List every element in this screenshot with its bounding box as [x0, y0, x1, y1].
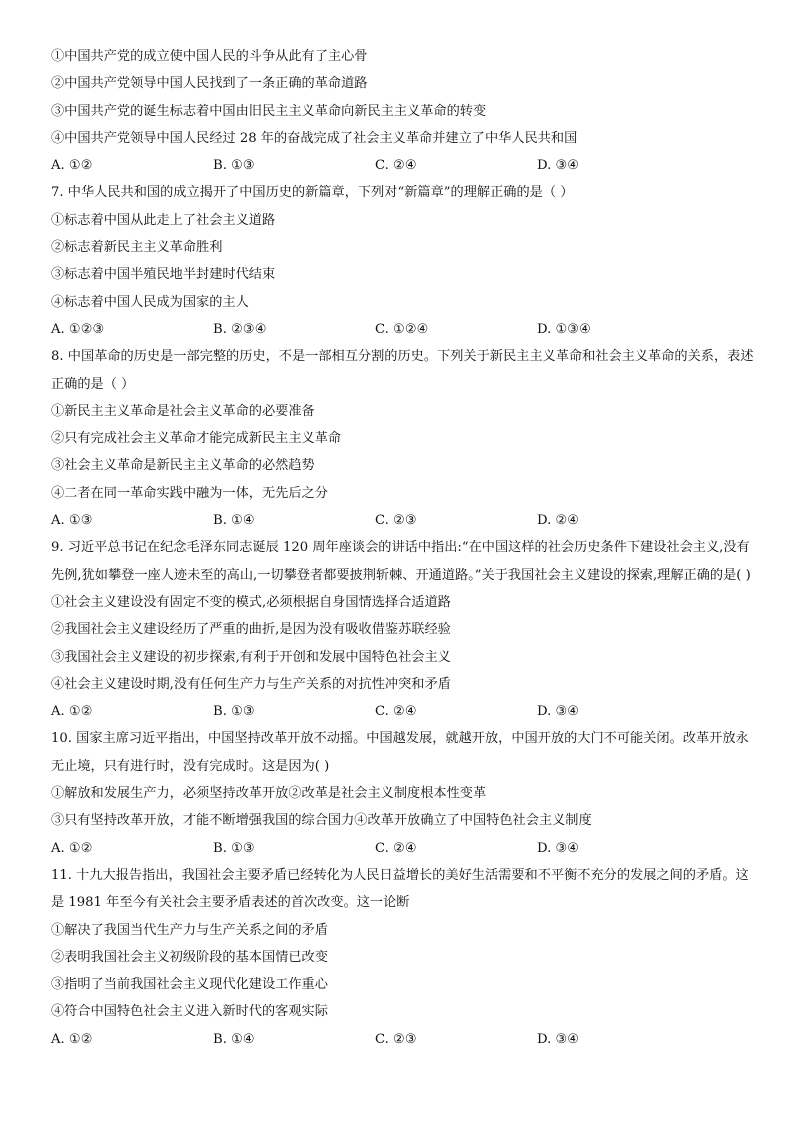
answer-options: [51, 152, 761, 179]
option-d: D. ①③④: [537, 321, 591, 337]
question-item: ③标志着中国半殖民地半封建时代结束: [51, 267, 276, 283]
question-item: ②我国社会主义建设经历了严重的曲折,是因为没有吸收借鉴苏联经验: [51, 622, 451, 638]
option-c: C. ①②④: [375, 321, 429, 337]
question-item: ③社会主义革命是新民主主义革命的必然趋势: [51, 458, 315, 474]
question-item: ③只有坚持改革开放，才能不断增强我国的综合国力④改革开放确立了中国特色社会主义制度: [51, 813, 592, 829]
option-c: C. ②④: [375, 840, 417, 856]
option-d: D. ③④: [537, 1031, 580, 1047]
question-item: ①解放和发展生产力，必须坚持改革开放②改革是社会主义制度根本性变革: [51, 786, 487, 802]
question-item: ②中国共产党领导中国人民找到了一条正确的革命道路: [51, 76, 368, 92]
question-item: ②标志着新民主主义革命胜利: [51, 240, 223, 256]
option-c: C. ②④: [375, 158, 417, 174]
question-7: [51, 179, 761, 343]
question-stem: 11. 十九大报告指出，我国社会主要矛盾已经转化为人民日益增长的美好生活需要和不平衡不充分的发展之间的矛盾。这是 1981 年至今有关社会主要矛盾表述的首次改变。这一论断: [51, 867, 749, 911]
question-item: ④社会主义建设时期,没有任何生产力与生产关系的对抗性冲突和矛盾: [51, 676, 451, 692]
option-a: A. ①②: [51, 1031, 93, 1047]
option-d: D. ③④: [537, 840, 580, 856]
option-a: A. ①②③: [51, 321, 105, 337]
question-item: ①社会主义建设没有固定不变的模式,必须根据自身国情选择合适道路: [51, 594, 451, 610]
question-item: ②只有完成社会主义革命才能完成新民主主义革命: [51, 431, 342, 447]
answer-options: [51, 507, 761, 534]
question-item: ①解决了我国当代生产力与生产关系之间的矛盾: [51, 922, 328, 938]
option-b: B. ①③: [213, 158, 255, 174]
option-c: C. ②③: [375, 513, 417, 529]
option-c: C. ②③: [375, 1031, 417, 1047]
question-item: ②表明我国社会主义初级阶段的基本国情已改变: [51, 949, 328, 965]
exam-page: [51, 43, 761, 1053]
answer-options: [51, 316, 761, 343]
option-d: D. ③④: [537, 704, 580, 720]
option-a: A. ①②: [51, 840, 93, 856]
question-10: [51, 725, 761, 861]
option-a: A. ①②: [51, 704, 93, 720]
question-11: [51, 862, 761, 1053]
option-b: B. ①③: [213, 840, 255, 856]
question-item: ③中国共产党的诞生标志着中国由旧民主主义革命向新民主主义革命的转变: [51, 103, 487, 119]
question-item: ③指明了当前我国社会主义现代化建设工作重心: [51, 977, 328, 993]
option-d: D. ③④: [537, 158, 580, 174]
option-a: A. ①②: [51, 158, 93, 174]
question-8: [51, 343, 761, 534]
answer-options: [51, 698, 761, 725]
option-c: C. ②④: [375, 704, 417, 720]
question-stem: 9. 习近平总书记在纪念毛泽东同志诞辰 120 周年座谈会的讲话中指出:“在中国这样的社会历史条件下建设社会主义,没有先例,犹如攀登一座人迹未至的高山,一切攀登者都要披荆斩棘、开通道路。”关于我国社会主义建设的探索,理解正确的是( ): [51, 540, 751, 583]
question-stem: 7. 中华人民共和国的成立揭开了中国历史的新篇章，下列对“新篇章”的理解正确的是（ ）: [51, 185, 574, 201]
option-b: B. ②③④: [213, 321, 267, 337]
answer-options: [51, 1026, 761, 1053]
question-6-tail: [51, 43, 761, 179]
question-item: ④标志着中国人民成为国家的主人: [51, 294, 249, 310]
question-item: ④符合中国特色社会主义进入新时代的客观实际: [51, 1004, 328, 1020]
question-item: ④二者在同一革命实践中融为一体，无先后之分: [51, 485, 328, 501]
option-b: B. ①③: [213, 704, 255, 720]
option-b: B. ①④: [213, 513, 255, 529]
question-item: ④中国共产党领导中国人民经过 28 年的奋战完成了社会主义革命并建立了中华人民共和国: [51, 130, 578, 146]
question-item: ①新民主主义革命是社会主义革命的必要准备: [51, 403, 315, 419]
question-item: ①中国共产党的成立使中国人民的斗争从此有了主心骨: [51, 49, 368, 64]
answer-options: [51, 835, 761, 862]
question-item: ①标志着中国从此走上了社会主义道路: [51, 212, 276, 228]
option-b: B. ①④: [213, 1031, 255, 1047]
option-a: A. ①③: [51, 513, 93, 529]
option-d: D. ②④: [537, 513, 580, 529]
question-item: ③我国社会主义建设的初步探索,有利于开创和发展中国特色社会主义: [51, 649, 451, 665]
question-stem: 10. 国家主席习近平指出，中国坚持改革开放不动摇。中国越发展，就越开放，中国开放的大门不可能关闭。改革开放永无止境，只有进行时，没有完成时。这是因为( ): [51, 731, 749, 774]
question-9: [51, 534, 761, 725]
question-stem: 8. 中国革命的历史是一部完整的历史，不是一部相互分割的历史。下列关于新民主主义革命和社会主义革命的关系，表述正确的是（ ）: [51, 349, 754, 392]
